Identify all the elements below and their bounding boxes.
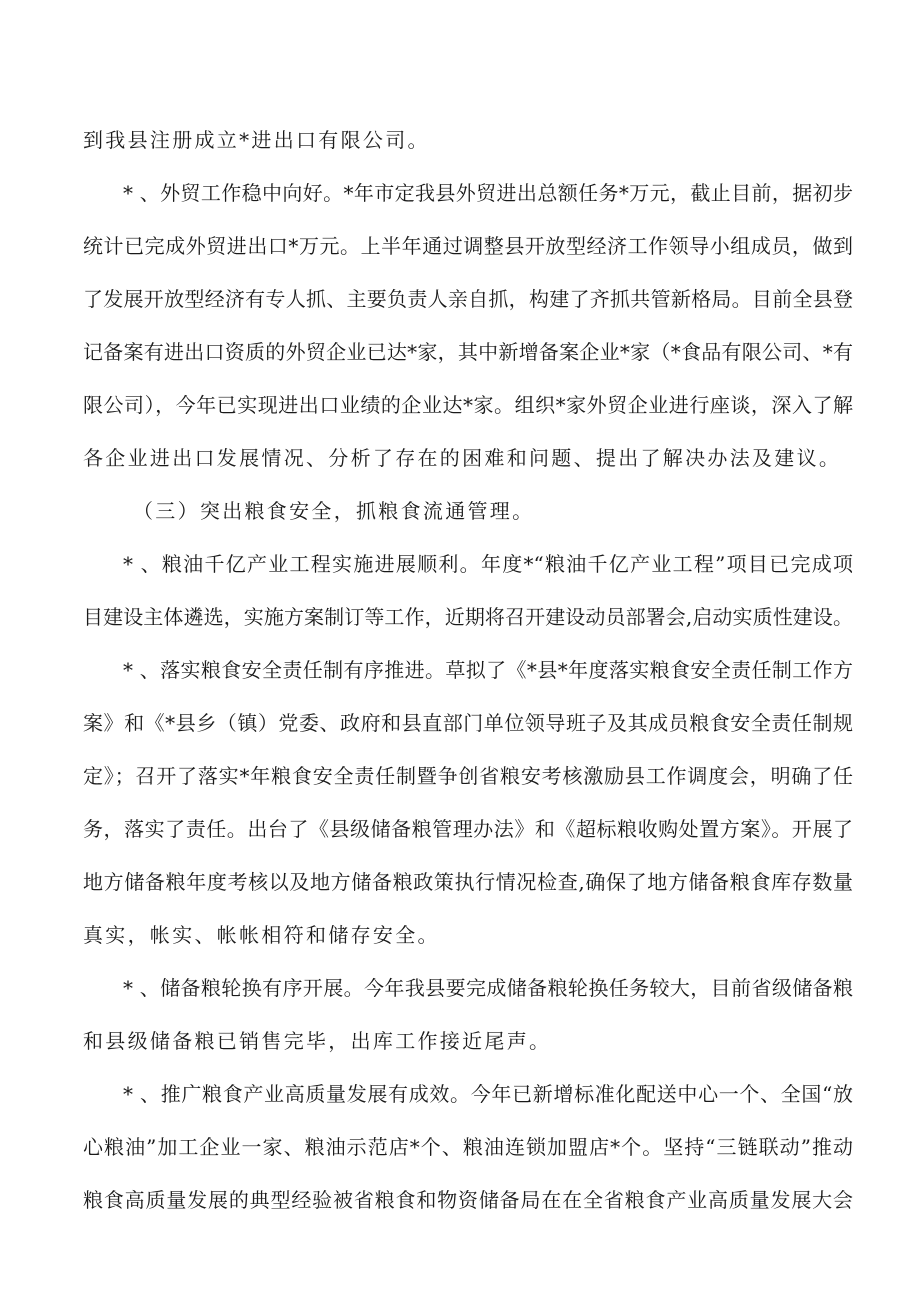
text-line: 粮食高质量发展的典型经验被省粮食和物资储备局在在全省粮食产业高质量发展大会 [83, 1188, 853, 1212]
paragraph-grain-security: * 、落实粮食安全责任制有序推进。草拟了《*县*年度落实粮食安全责任制工作方 [123, 658, 853, 682]
paragraph-grain-industry: * 、推广粮食产业高质量发展有成效。今年已新增标准化配送中心一个、全国“放 [123, 1082, 853, 1106]
section-heading: （三）突出粮食安全，抓粮食流通管理。 [133, 499, 535, 523]
text-line: 到我县注册成立*进出口有限公司。 [83, 128, 430, 152]
text-line: 务，落实了责任。出台了《县级储备粮管理办法》和《超标粮收购处置方案》。开展了 [83, 817, 853, 841]
paragraph-foreign-trade: * 、外贸工作稳中向好。*年市定我县外贸进出总额任务*万元，截止目前，据初步 [123, 181, 853, 205]
paragraph-reserve-rotation: * 、储备粮轮换有序开展。今年我县要完成储备粮轮换任务较大，目前省级储备粮 [123, 976, 853, 1000]
text-line: 了发展开放型经济有专人抓、主要负责人亲自抓，构建了齐抓共管新格局。目前全县登 [83, 287, 853, 311]
text-line: 案》和《*县乡（镇）党委、政府和县直部门单位领导班子及其成员粮食安全责任制规 [83, 711, 853, 735]
paragraph-grain-oil-project: * 、粮油千亿产业工程实施进展顺利。年度*“粮油千亿产业工程”项目已完成项 [123, 552, 853, 576]
text-line: 和县级储备粮已销售完毕，出库工作接近尾声。 [83, 1029, 552, 1053]
text-line: 定》；召开了落实*年粮食安全责任制暨争创省粮安考核激励县工作调度会，明确了任 [83, 764, 853, 788]
text-line: 目建设主体遴选，实施方案制订等工作，近期将召开建设动员部署会,启动实质性建设。 [83, 605, 853, 629]
text-line: 地方储备粮年度考核以及地方储备粮政策执行情况检查,确保了地方储备粮食库存数量 [83, 870, 853, 894]
text-line: 各企业进出口发展情况、分析了存在的困难和问题、提出了解决办法及建议。 [83, 446, 842, 470]
text-line: 心粮油”加工企业一家、粮油示范店*个、粮油连锁加盟店*个。坚持“三链联动”推动 [83, 1135, 853, 1159]
text-line: 记备案有进出口资质的外贸企业已达*家，其中新增备案企业*家（*食品有限公司、*有 [83, 340, 853, 364]
text-line: 限公司），今年已实现进出口业绩的企业达*家。组织*家外贸企业进行座谈，深入了解 [83, 393, 853, 417]
text-line: 真实，帐实、帐帐相符和储存安全。 [83, 923, 440, 947]
text-line: 统计已完成外贸进出口*万元。上半年通过调整县开放型经济工作领导小组成员，做到 [83, 234, 853, 258]
